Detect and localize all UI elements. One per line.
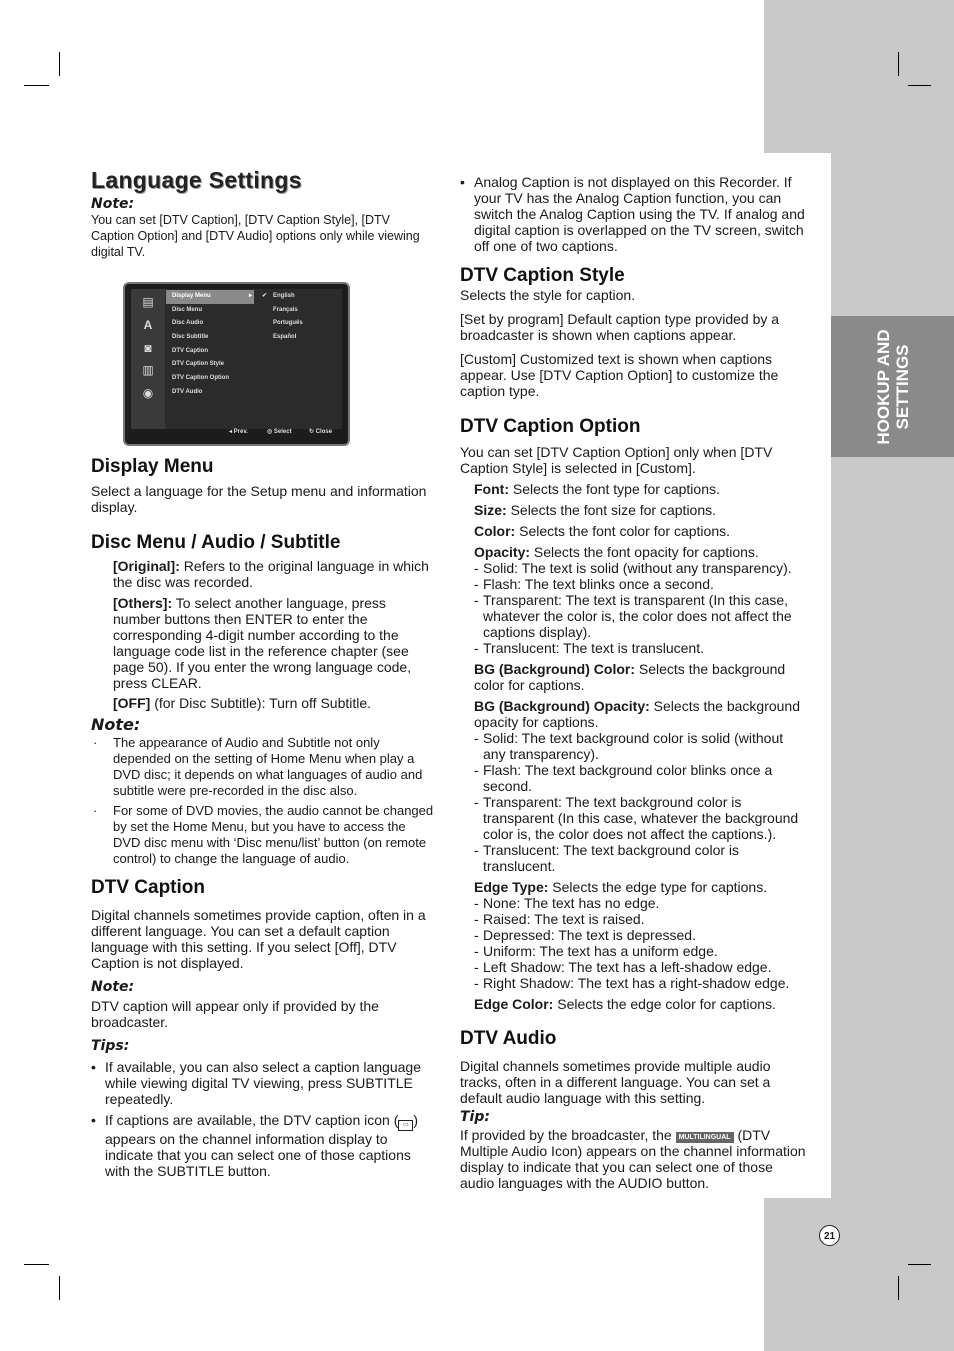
check-icon: ✔ bbox=[262, 293, 268, 299]
option-english[interactable]: ✔ English bbox=[259, 290, 339, 304]
option-portugues[interactable]: Português bbox=[273, 320, 303, 327]
bg-opacity-item: - Transparent: The text background color is transparent (In this case, whatever the background color is, the color does not affect the captions.). bbox=[474, 794, 799, 842]
caption-style-heading: DTV Caption Style bbox=[460, 265, 625, 286]
crop-mark bbox=[24, 85, 49, 86]
menu-item-disc-audio[interactable]: Disc Audio bbox=[172, 320, 204, 327]
menu-item-dtv-caption-option[interactable]: DTV Caption Option bbox=[172, 375, 229, 382]
edge-type-item: - Raised: The text is raised. bbox=[474, 911, 645, 927]
option-espanol[interactable]: Español bbox=[273, 334, 297, 341]
tip-item: • If captions are available, the DTV caption icon ( ▭ ) appears on the channel information display to indicate that you can select one of those captions with the SUBTITLE button. bbox=[91, 1112, 436, 1179]
crop-mark bbox=[898, 52, 899, 76]
language-icon: A bbox=[143, 318, 153, 332]
menu-item-disc-menu[interactable]: Disc Menu bbox=[172, 306, 203, 313]
color-option: Color: Selects the font color for captions. bbox=[474, 523, 730, 539]
menu-footer bbox=[125, 428, 348, 442]
menu-icon-column bbox=[131, 289, 165, 429]
dtv-audio-text: Digital channels sometimes provide multiple audio tracks, often in a different language. You can set a default audio language with this setting. bbox=[460, 1058, 771, 1106]
option-francais[interactable]: Français bbox=[273, 306, 298, 313]
close-hint: ↻ Close bbox=[309, 429, 333, 435]
crop-mark bbox=[24, 1264, 49, 1265]
general-icon: ▤ bbox=[142, 295, 154, 309]
opacity-item: - Solid: The text is solid (without any transparency). bbox=[474, 560, 792, 576]
dtv-audio-heading: DTV Audio bbox=[460, 1028, 557, 1049]
font-option: Font: Selects the font type for captions. bbox=[474, 481, 720, 497]
menu-item-dtv-caption-style[interactable]: DTV Caption Style bbox=[172, 361, 225, 368]
side-tab-line1: HOOKUP AND bbox=[873, 328, 893, 445]
disc-menu-heading: Disc Menu / Audio / Subtitle bbox=[91, 532, 341, 553]
bg-color-option: BG (Background) Color: Selects the background color for captions. bbox=[474, 661, 786, 693]
edge-type-item: - Depressed: The text is depressed. bbox=[474, 927, 696, 943]
crop-mark bbox=[59, 52, 60, 76]
menu-option-list bbox=[259, 290, 339, 345]
prev-hint: ◂ Prev. bbox=[229, 429, 248, 435]
edge-type-option: Edge Type: Selects the edge type for captions. bbox=[474, 879, 768, 895]
caption-style-text: [Custom] Customized text is shown when captions appear. Use [DTV Caption Option] to customize the caption type. bbox=[460, 351, 779, 399]
multilingual-icon: MULTILINGUAL bbox=[676, 1132, 734, 1143]
edge-type-item: - None: The text has no edge. bbox=[474, 895, 660, 911]
lock-icon: ▥ bbox=[142, 363, 154, 377]
menu-item-dtv-audio[interactable]: DTV Audio bbox=[172, 388, 203, 395]
caption-icon: ▭ bbox=[398, 1120, 413, 1131]
caption-style-text: Selects the style for caption. bbox=[460, 287, 636, 303]
opacity-item: - Flash: The text blinks once a second. bbox=[474, 576, 714, 592]
opacity-option: Opacity: Selects the font opacity for captions. bbox=[474, 544, 759, 560]
display-menu-text: Select a language for the Setup menu and information display. bbox=[91, 483, 427, 515]
arrow-right-icon: ▸ bbox=[248, 293, 252, 299]
tip-text: If provided by the broadcaster, the MULTILINGUAL (DTV Multiple Audio Icon) appears on the channel information display to indicate that you can select one of those audio languages with the AUDIO button. bbox=[460, 1127, 806, 1191]
edge-color-option: Edge Color: Selects the edge color for captions. bbox=[474, 996, 776, 1012]
menu-item-disc-subtitle[interactable]: Disc Subtitle bbox=[172, 334, 209, 341]
crop-mark bbox=[59, 1276, 60, 1300]
opacity-item: - Transparent: The text is transparent (In this case, whatever the color is, the color does not affect the captions display). bbox=[474, 592, 792, 640]
tip-heading: Tip: bbox=[460, 1109, 490, 1125]
setup-menu-screenshot bbox=[123, 282, 350, 446]
dtv-caption-text: Digital channels sometimes provide caption, often in a different language. You can set a default caption language with this setting. If you select [Off], DTV Caption is not displayed. bbox=[91, 907, 426, 971]
bg-opacity-item: - Solid: The text background color is solid (without any transparency). bbox=[474, 730, 784, 762]
page-number: 21 bbox=[819, 1225, 840, 1246]
dtv-caption-heading: DTV Caption bbox=[91, 877, 205, 898]
page-title: Language Settings bbox=[91, 167, 302, 193]
note-heading: Note: bbox=[91, 979, 135, 995]
note-item: · The appearance of Audio and Subtitle not only depended on the setting of Home Menu when play a DVD disc; it depends on what languages of audio and subtitle were pre-recorded in the disc also. bbox=[91, 735, 436, 799]
disc-icon: ◉ bbox=[142, 386, 154, 400]
edge-type-item: - Uniform: The text has a uniform edge. bbox=[474, 943, 718, 959]
edge-type-item: - Right Shadow: The text has a right-shadow edge. bbox=[474, 975, 790, 991]
note-heading: Note: bbox=[91, 196, 135, 212]
bg-opacity-item: - Translucent: The text background color is translucent. bbox=[474, 842, 740, 874]
left-column bbox=[91, 167, 436, 260]
original-option: [Original]: Refers to the original language in which the disc was recorded. bbox=[113, 558, 429, 590]
menu-item-list bbox=[166, 290, 254, 400]
off-option: [OFF] (for Disc Subtitle): Turn off Subtitle. bbox=[113, 695, 372, 711]
crop-mark bbox=[908, 85, 931, 86]
crop-mark bbox=[908, 1264, 931, 1265]
bg-opacity-item: - Flash: The text background color blinks once a second. bbox=[474, 762, 773, 794]
tip-item: • If available, you can also select a caption language while viewing digital TV viewing, press SUBTITLE repeatedly. bbox=[91, 1059, 436, 1107]
note-heading: Note: bbox=[91, 715, 141, 734]
crop-mark bbox=[898, 1276, 899, 1300]
opacity-item: - Translucent: The text is translucent. bbox=[474, 640, 704, 656]
analog-caption-note: • Analog Caption is not displayed on this Recorder. If your TV has the Analog Caption function, you can switch the Analog Caption using the TV. If analog and digital caption is overlapped on the TV screen, switch off one of two captions. bbox=[460, 174, 808, 254]
tips-heading: Tips: bbox=[91, 1038, 130, 1054]
display-menu-heading: Display Menu bbox=[91, 456, 214, 477]
caption-option-intro: You can set [DTV Caption Option] only when [DTV Caption Style] is selected in [Custom]. bbox=[460, 444, 773, 476]
side-tab-line2: SETTINGS bbox=[892, 343, 912, 430]
right-column bbox=[460, 174, 808, 1191]
menu-item-dtv-caption[interactable]: DTV Caption bbox=[172, 347, 208, 354]
audio-icon: ◙ bbox=[144, 341, 152, 355]
left-column-body bbox=[91, 456, 436, 1179]
select-hint: ◎ Select bbox=[267, 429, 292, 435]
section-side-tab bbox=[831, 316, 954, 457]
size-option: Size: Selects the font size for captions. bbox=[474, 502, 717, 518]
menu-item-display-menu[interactable]: Display Menu ▸ bbox=[166, 290, 254, 304]
note-text: You can set [DTV Caption], [DTV Caption Style], [DTV Caption Option] and [DTV Audio] options only while viewing digital TV. bbox=[91, 213, 420, 259]
bg-opacity-option: BG (Background) Opacity: Selects the background opacity for captions. bbox=[474, 698, 801, 730]
caption-option-heading: DTV Caption Option bbox=[460, 416, 641, 437]
note-text: DTV caption will appear only if provided by the broadcaster. bbox=[91, 998, 379, 1030]
edge-type-item: - Left Shadow: The text has a left-shadow edge. bbox=[474, 959, 772, 975]
note-item: · For some of DVD movies, the audio cannot be changed by set the Home Menu, but you have to access the DVD disc menu with ‘Disc menu/list’ button (on remote control) to change the language of audio. bbox=[91, 803, 436, 867]
others-option: [Others]: To select another language, press number buttons then ENTER to enter the corresponding 4-digit number according to the language code list in the reference chapter (see page 50). If you enter the wrong language code, press CLEAR. bbox=[113, 595, 412, 691]
caption-style-text: [Set by program] Default caption type provided by a broadcaster is shown when captions appear. bbox=[460, 311, 780, 343]
